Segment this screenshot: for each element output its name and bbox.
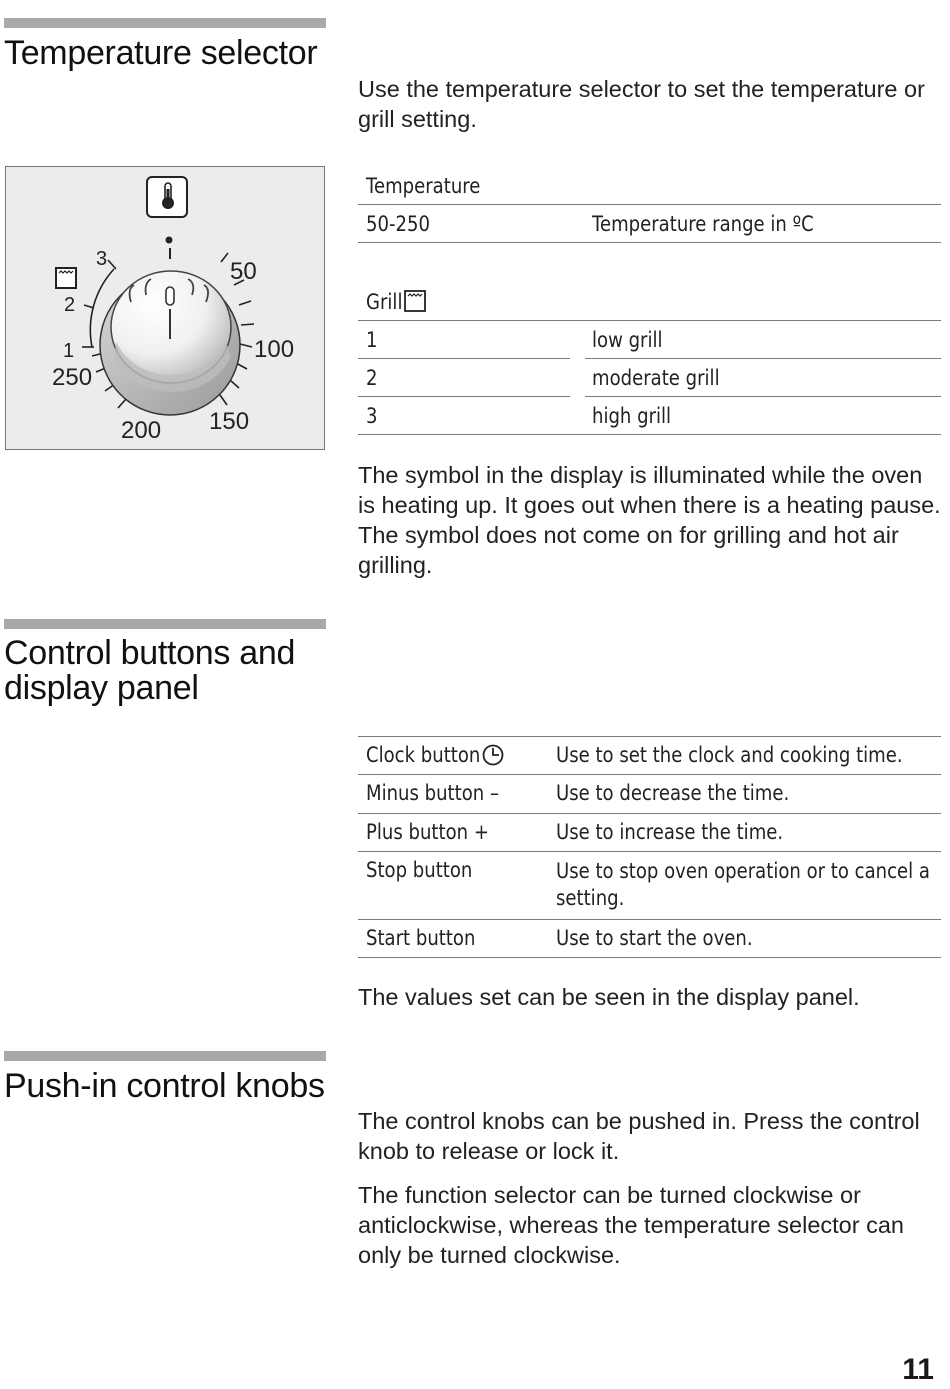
stop-button-label: Stop button	[366, 858, 473, 882]
temperature-table-header	[358, 166, 941, 204]
grill-level-desc: low grill	[592, 328, 663, 352]
section-divider-bar	[4, 619, 326, 629]
temperature-range-value: 50-250	[366, 212, 430, 236]
grill-level-value: 2	[366, 366, 378, 390]
table-rule	[358, 242, 941, 243]
section-heading-temperature-selector: Temperature selector	[4, 34, 318, 72]
temperature-knob-illustration	[5, 166, 325, 450]
clock-icon	[482, 744, 504, 766]
push-in-knobs-para-1: The control knobs can be pushed in. Press the control knob to release or lock it.	[358, 1108, 920, 1164]
start-button-label: Start button	[366, 926, 476, 950]
start-button-desc: Use to start the oven.	[556, 926, 753, 950]
section-heading-push-in-knobs: Push-in control knobs	[4, 1067, 325, 1105]
grill-level-desc: high grill	[592, 404, 672, 428]
table-row	[358, 774, 941, 813]
knob-label-50: 50	[230, 258, 257, 285]
grill-level-desc: moderate grill	[592, 366, 720, 390]
grill-table	[358, 282, 941, 434]
display-panel-note: The values set can be seen in the display panel.	[358, 984, 860, 1010]
knob-label-3: 3	[96, 248, 108, 270]
control-buttons-table	[358, 736, 941, 957]
thermometer-icon	[147, 177, 187, 217]
grill-level-value: 1	[366, 328, 378, 352]
plus-button-label: Plus button +	[366, 820, 489, 844]
position-dot	[166, 237, 173, 244]
knob-label-100: 100	[254, 336, 295, 363]
knob-label-150: 150	[209, 408, 250, 435]
table-row	[358, 358, 941, 396]
plus-button-desc: Use to increase the time.	[556, 820, 784, 844]
grill-level-value: 3	[366, 404, 378, 428]
heating-symbol-note: The symbol in the display is illuminated while the oven is heating up. It goes out when there is a heating pause. The symbol does not come on for grilling and hot air grilling.	[358, 462, 941, 578]
temperature-selector-intro: Use the temperature selector to set the temperature or grill setting.	[358, 76, 925, 132]
table-row	[358, 736, 941, 774]
table-row	[358, 204, 941, 242]
table-rule	[358, 434, 941, 435]
section-divider-bar	[4, 1051, 326, 1061]
table-row	[358, 851, 941, 919]
table-row	[358, 396, 941, 434]
temperature-range-desc: Temperature range in ºC	[592, 212, 814, 236]
table-row	[358, 320, 941, 358]
clock-button-desc: Use to set the clock and cooking time.	[556, 743, 903, 767]
stop-button-desc: Use to stop oven operation or to cancel a setting.	[556, 859, 930, 910]
grill-icon	[56, 268, 76, 288]
grill-icon	[404, 290, 426, 312]
section-divider-bar	[4, 18, 326, 28]
page-number: 11	[902, 1353, 934, 1386]
table-rule	[358, 957, 941, 958]
knob-drawing	[6, 167, 324, 449]
clock-button-label: Clock button	[366, 743, 481, 767]
section-heading-control-buttons: Control buttons and display panel	[4, 634, 296, 707]
push-in-knobs-para-2: The function selector can be turned clockwise or anticlockwise, whereas the temperature selector can only be turned clockwise.	[358, 1182, 904, 1268]
temperature-table	[358, 166, 941, 242]
table-row	[358, 813, 941, 851]
knob-label-2: 2	[64, 294, 76, 316]
knob-label-1: 1	[63, 340, 75, 362]
grill-table-header	[358, 282, 941, 320]
grill-header-label: Grill	[366, 290, 403, 314]
knob-label-250: 250	[52, 364, 93, 391]
knob-label-200: 200	[121, 417, 162, 444]
table-row	[358, 919, 941, 957]
minus-button-desc: Use to decrease the time.	[556, 781, 790, 805]
minus-button-label: Minus button –	[366, 781, 499, 805]
temperature-header-label: Temperature	[366, 174, 481, 198]
